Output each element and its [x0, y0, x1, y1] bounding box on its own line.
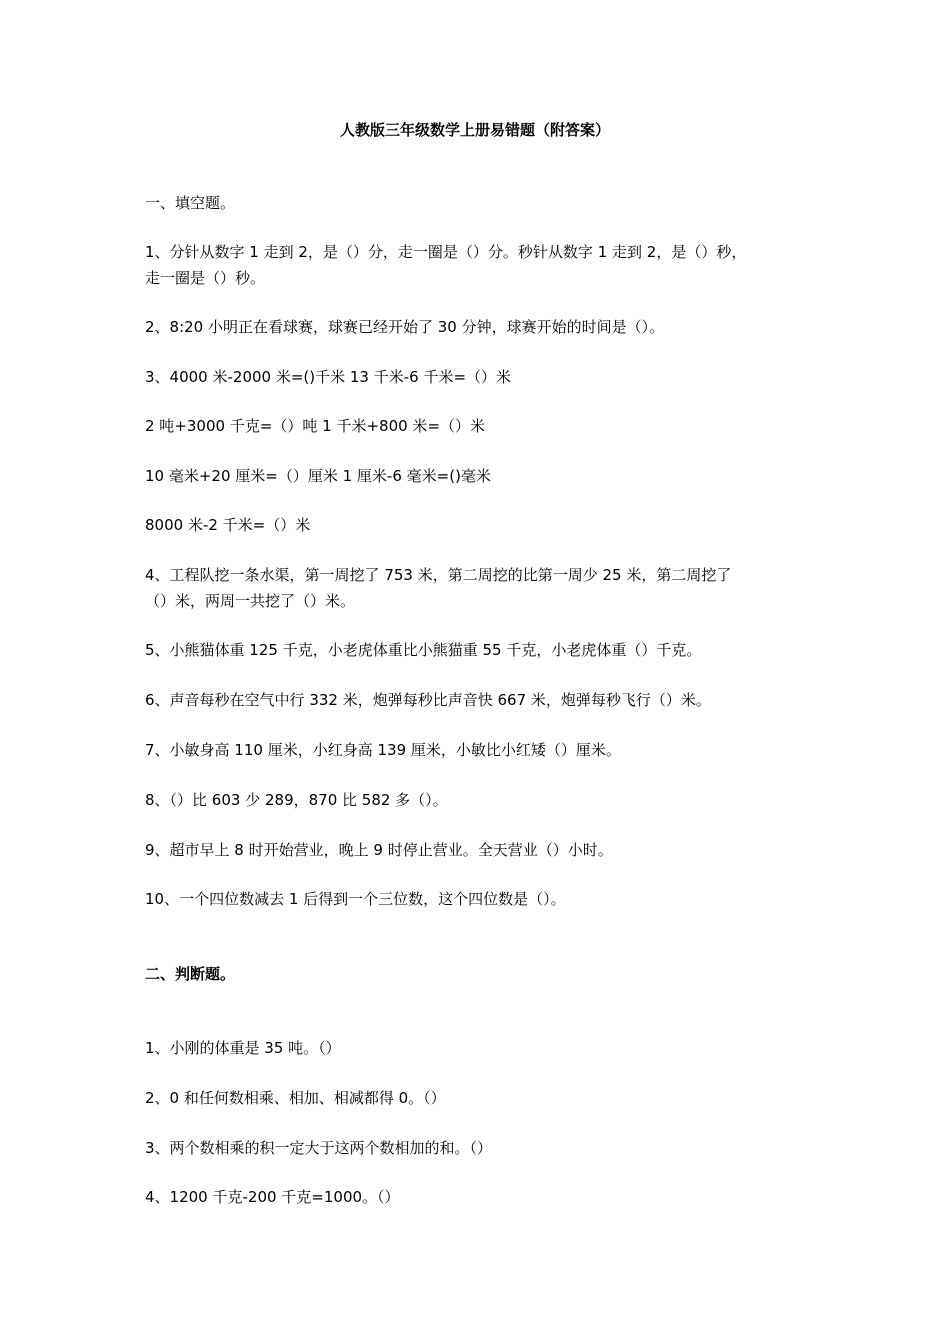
question-3-line4: 8000 米-2 千米=（）米: [145, 516, 311, 534]
question-3-line2: 2 吨+3000 千克=（）吨 1 千米+800 米=（）米: [145, 417, 486, 435]
judge-question-4: 4、1200 千克-200 千克=1000。（）: [145, 1188, 400, 1206]
judge-question-1: 1、小刚的体重是 35 吨。（）: [145, 1039, 341, 1057]
question-8: 8、（）比 603 少 289，870 比 582 多（）。: [145, 791, 448, 809]
section2-heading: 二、判断题。: [145, 965, 236, 983]
judge-question-3: 3、两个数相乘的积一定大于这两个数相加的和。（）: [145, 1139, 493, 1157]
question-2: 2、8:20 小明正在看球赛，球赛已经开始了 30 分钟，球赛开始的时间是（）。: [145, 318, 665, 336]
question-1-line1: 1、分针从数字 1 走到 2，是（）分，走一圈是（）分。秒针从数字 1 走到 2，是（）秒，: [145, 243, 747, 261]
judge-question-2: 2、0 和任何数相乘、相加、相减都得 0。（）: [145, 1089, 446, 1107]
question-3-line3: 10 毫米+20 厘米=（）厘米 1 厘米-6 毫米=()毫米: [145, 467, 491, 485]
question-7: 7、小敏身高 110 厘米，小红身高 139 厘米，小敏比小红矮（）厘米。: [145, 741, 621, 759]
question-9: 9、超市早上 8 时开始营业，晚上 9 时停止营业。全天营业（）小时。: [145, 841, 613, 859]
question-5: 5、小熊猫体重 125 千克，小老虎体重比小熊猫重 55 千克，小老虎体重（）千克。: [145, 641, 702, 659]
question-3-line1: 3、4000 米-2000 米=()千米 13 千米-6 千米=（）米: [145, 368, 512, 386]
question-4-line1: 4、工程队挖一条水渠，第一周挖了 753 米，第二周挖的比第一周少 25 米，第二周挖了: [145, 566, 732, 584]
document-title: 人教版三年级数学上册易错题（附答案）: [339, 121, 610, 139]
question-1-line2: 走一圈是（）秒。: [145, 269, 266, 287]
question-6: 6、声音每秒在空气中行 332 米，炮弹每秒比声音快 667 米，炮弹每秒飞行（）米。: [145, 691, 711, 709]
section1-heading: 一、填空题。: [145, 194, 236, 212]
question-4-line2: （）米，两周一共挖了（）米。: [145, 592, 356, 610]
question-10: 10、一个四位数减去 1 后得到一个三位数，这个四位数是（）。: [145, 890, 566, 908]
